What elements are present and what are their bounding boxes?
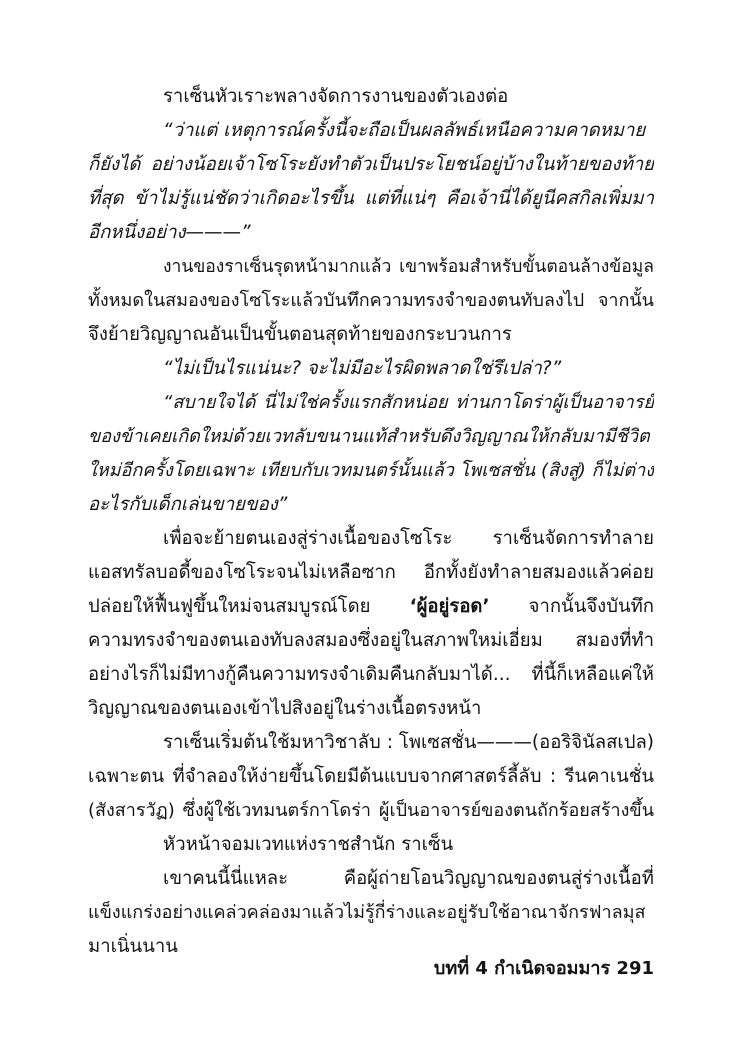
dialogue-line: อีกหนึ่งอย่าง———” — [88, 222, 251, 243]
page-footer: บทที่ 4 กำเนิดจอมมาร 291 — [433, 958, 654, 979]
dialogue-line: ใหม่อีกครั้งโดยเฉพาะ เทียบกับเวทมนตร์นั้นแล้ว โพเซสชั่น (สิงสู่) ก็ไม่ต่าง — [88, 460, 654, 481]
text-line: แข็งแกร่งอย่างแคล่วคล่องมาแล้วไม่รู้กี่ร่างและอยู่รับใช้อาณาจักรฟาลมุส — [88, 902, 646, 923]
dialogue-line: ของข้าเคยเกิดใหม่ด้วยเวทลับขนานแท้สำหรับดึงวิญญาณให้กลับมามีชีวิต — [88, 426, 650, 447]
dialogue-line: ที่สุด ข้าไม่รู้แน่ชัดว่าเกิดอะไรขึ้น แต่ที่แน่ๆ คือเจ้านี่ได้ยูนีคสกิลเพิ่มมา — [88, 188, 654, 209]
dialogue-line: “ว่าแต่ เหตุการณ์ครั้งนี้จะถือเป็นผลลัพธ์เหนือความคาดหมาย — [163, 120, 646, 141]
text-line: ทั้งหมดในสมองของโซโระแล้วบันทึกความทรงจำของตนทับลงไป จากนั้น — [88, 290, 654, 311]
text-line: เขาคนนี้นี่แหละ คือผู้ถ่ายโอนวิญญาณของตนสู่ร่างเนื้อที่ — [163, 868, 654, 889]
dialogue-line: “สบายใจได้ นี่ไม่ใช่ครั้งแรกสักหน่อย ท่านกาโดร่าผู้เป็นอาจารย์ — [163, 392, 654, 413]
text-line: เฉพาะตน ที่จำลองให้ง่ายขึ้นโดยมีต้นแบบจากศาสตร์ลี้ลับ : รีนคาเนชั่น — [88, 766, 654, 787]
text-line: อย่างไรก็ไม่มีทางกู้คืนความทรงจำเดิมคืนกลับมาได้... ที่นี้ก็เหลือแค่ให้ — [88, 664, 654, 685]
text-line: ราเซ็นเริ่มต้นใช้มหาวิชาลับ : โพเซสชั่น———(ออริจินัลสเปล) — [163, 732, 654, 753]
text-line: วิญญาณของตนเองเข้าไปสิงอยู่ในร่างเนื้อตรงหน้า — [88, 698, 482, 719]
text-line: จึงย้ายวิญญาณอันเป็นขั้นตอนสุดท้ายของกระบวนการ — [88, 324, 512, 345]
text-line: งานของราเซ็นรุดหน้ามากแล้ว เขาพร้อมสำหรับขั้นตอนล้างข้อมูล — [163, 257, 654, 277]
text-line: มาเนิ่นนาน — [88, 936, 178, 957]
text-segment: ปล่อยให้ฟื้นฟูขึ้นใหม่จนสมบูรณ์โดย — [88, 596, 410, 617]
text-line: แอสทรัลบอดี้ของโซโระจนไม่เหลือซาก อีกทั้งยังทำลายสมองแล้วค่อย — [88, 562, 654, 583]
text-line-with-bold — [88, 590, 654, 624]
dialogue-line: “ไม่เป็นไรแน่นะ? จะไม่มีอะไรผิดพลาดใช่รึเปล่า?” — [163, 358, 562, 379]
text-segment: จากนั้นจึงบันทึก — [489, 596, 654, 617]
text-line: (สังสารวัฏ) ซึ่งผู้ใช้เวทมนตร์กาโดร่า ผู้เป็นอาจารย์ของตนถักร้อยสร้างขึ้น — [88, 800, 654, 821]
text-line: ความทรงจำของตนเองทับลงสมองซึ่งอยู่ในสภาพใหม่เอี่ยม สมองที่ทำ — [88, 630, 654, 651]
text-line: ราเซ็นหัวเราะพลางจัดการงานของตัวเองต่อ — [163, 86, 509, 107]
skill-name: ‘ผู้อยู่รอด’ — [409, 596, 490, 617]
text-line: เพื่อจะย้ายตนเองสู่ร่างเนื้อของโซโระ ราเซ็นจัดการทำลาย — [163, 528, 654, 549]
dialogue-line: ก็ยังได้ อย่างน้อยเจ้าโซโระยังทำตัวเป็นประโยชน์อยู่บ้างในท้ายของท้าย — [88, 154, 654, 175]
text-line: หัวหน้าจอมเวทแห่งราชสำนัก ราเซ็น — [163, 834, 454, 855]
dialogue-line: อะไรกับเด็กเล่นขายของ” — [88, 494, 288, 515]
